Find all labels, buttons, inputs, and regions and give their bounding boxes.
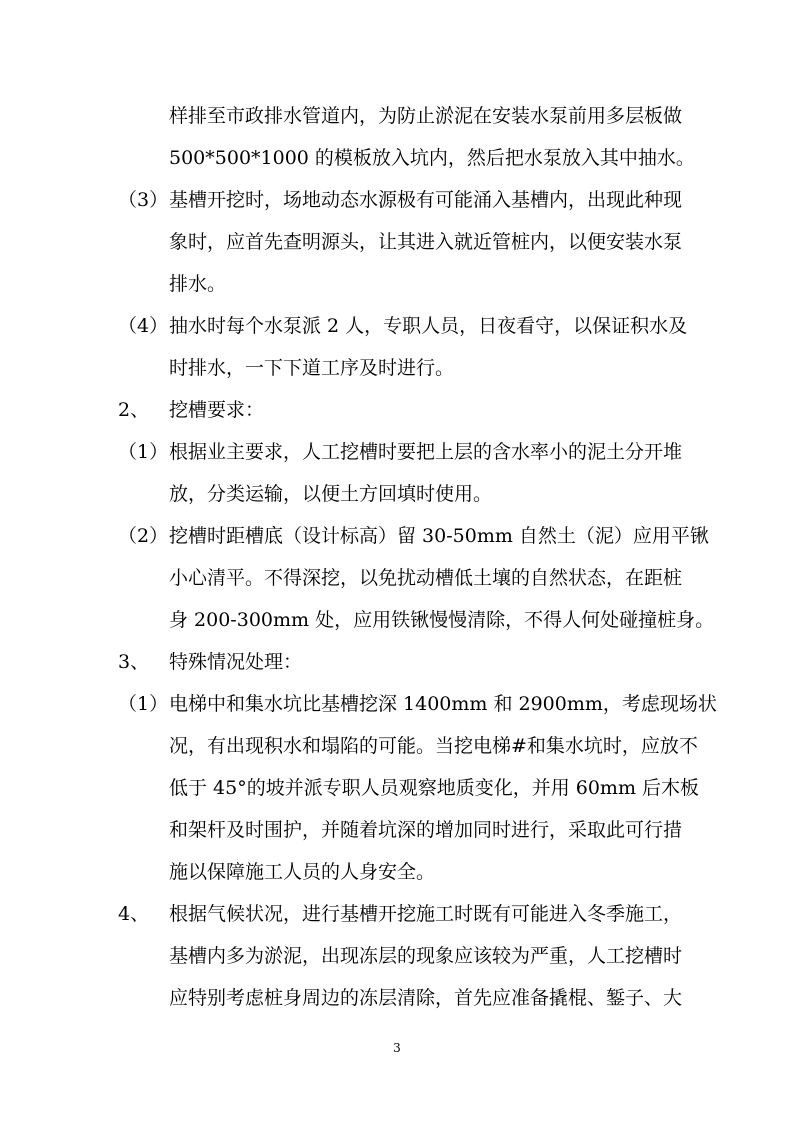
text-line: 排水。 bbox=[169, 273, 227, 295]
text-line: 小心清平。不得深挖，以免扰动槽低土壤的自然状态，在距桩 bbox=[169, 567, 683, 589]
text-line: 电梯中和集水坑比基槽挖深 1400mm 和 2900mm，考虑现场状 bbox=[169, 693, 717, 715]
text-line: 施以保障施工人员的人身安全。 bbox=[169, 861, 436, 883]
text-line: 应特别考虑桩身周边的冻层清除，首先应准备撬棍、錾子、大 bbox=[169, 987, 683, 1009]
section-heading: 特殊情况处理： bbox=[169, 651, 303, 673]
list-marker: （3） bbox=[118, 189, 169, 211]
section-heading: 挖槽要求： bbox=[169, 399, 265, 421]
text-line: 基槽内多为淤泥，出现冻层的现象应该较为严重，人工挖槽时 bbox=[169, 945, 683, 967]
text-line: 象时，应首先查明源头，让其进入就近管桩内，以便安装水泵 bbox=[169, 231, 683, 253]
text-line: 根据气候状况，进行基槽开挖施工时既有可能进入冬季施工， bbox=[169, 903, 683, 925]
section-number: 4、 bbox=[118, 903, 150, 925]
page-number: 3 bbox=[393, 1041, 401, 1055]
list-marker: （2） bbox=[118, 525, 169, 547]
section-number: 2、 bbox=[118, 399, 150, 421]
section-number: 3、 bbox=[118, 651, 150, 673]
text-line: 放，分类运输，以便土方回填时使用。 bbox=[169, 483, 493, 505]
text-line: 根据业主要求，人工挖槽时要把上层的含水率小的泥土分开堆 bbox=[169, 441, 683, 463]
text-line: 样排至市政排水管道内，为防止淤泥在安装水泵前用多层板做 bbox=[169, 105, 683, 127]
text-line: 抽水时每个水泵派 2 人，专职人员，日夜看守，以保证积水及 bbox=[169, 315, 688, 337]
text-line: 身 200-300mm 处，应用铁锹慢慢清除，不得人何处碰撞桩身。 bbox=[169, 609, 715, 631]
text-line: 500*500*1000 的模板放入坑内，然后把水泵放入其中抽水。 bbox=[169, 147, 695, 169]
list-marker: （1） bbox=[118, 693, 169, 715]
list-marker: （4） bbox=[118, 315, 169, 337]
text-line: 低于 45°的坡并派专职人员观察地质变化，并用 60mm 后木板 bbox=[169, 777, 700, 799]
text-line: 况，有出现积水和塌陷的可能。当挖电梯#和集水坑时，应放不 bbox=[169, 735, 698, 757]
text-line: 挖槽时距槽底（设计标高）留 30-50mm 自然土（泥）应用平锹 bbox=[169, 525, 709, 547]
list-marker: （1） bbox=[118, 441, 169, 463]
text-line: 和架杆及时围护，并随着坑深的增加同时进行，采取此可行措 bbox=[169, 819, 683, 841]
text-line: 时排水，一下下道工序及时进行。 bbox=[169, 357, 455, 379]
text-line: 基槽开挖时，场地动态水源极有可能涌入基槽内，出现此种现 bbox=[169, 189, 683, 211]
